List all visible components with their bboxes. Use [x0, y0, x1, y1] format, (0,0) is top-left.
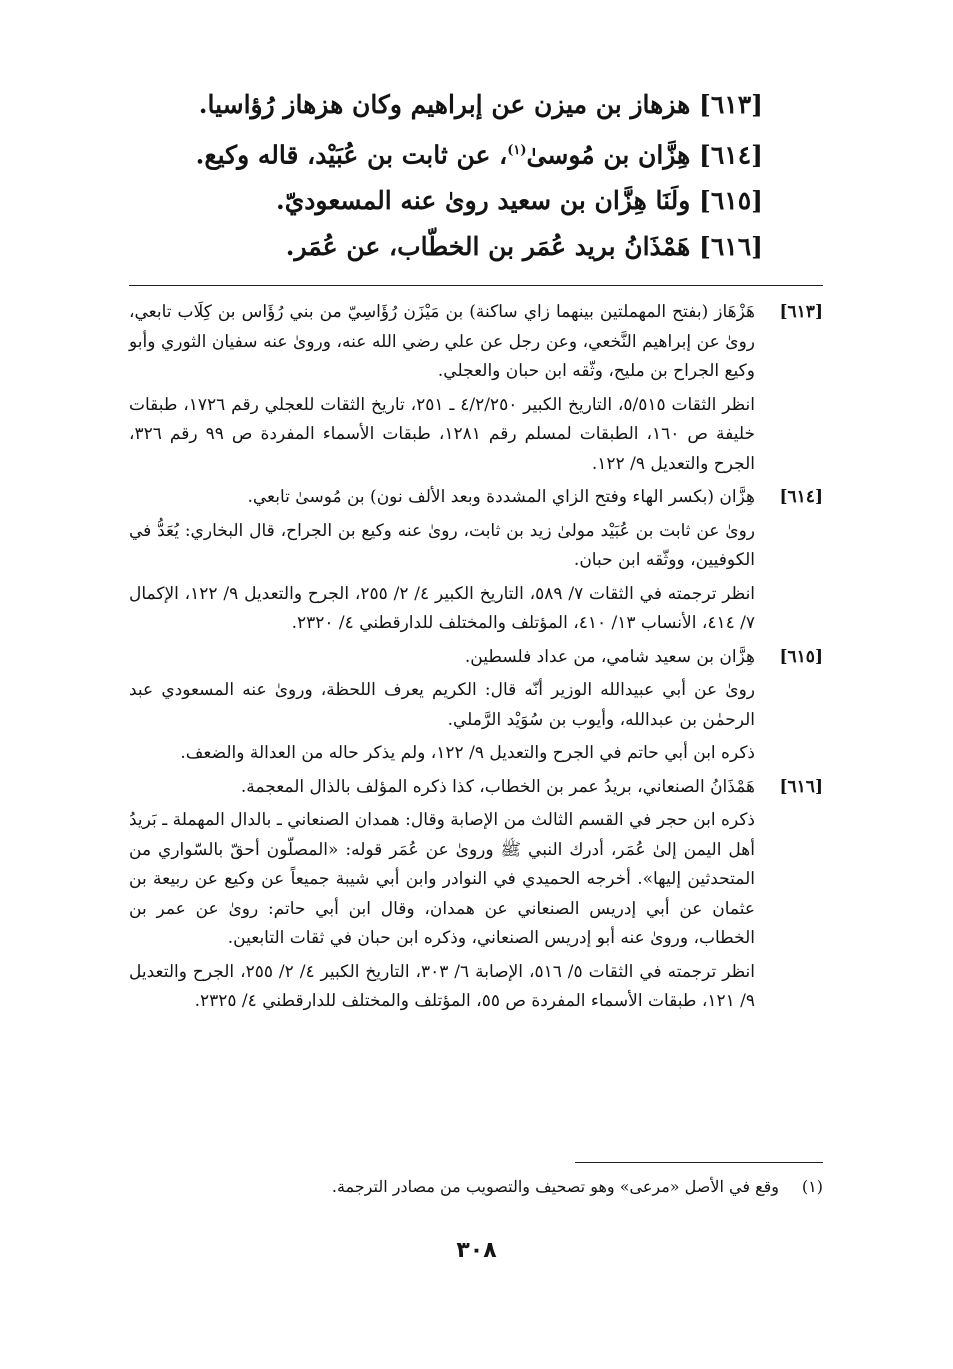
main-entry-614	[163, 128, 763, 178]
note-paragraph: انظر ترجمته في الثقات ٧/ ٥٨٩، التاريخ الكبير ٤/ ٢/ ٢٥٥، الجرح والتعديل ٩/ ١٢٢، الإكمال ٧/ ٤١٤، الأنساب ١٣/ ٤١٠، المؤتلف والمختلف للدارقطني ٤/ ٢٣٢٠.	[129, 583, 756, 633]
commentary-notes	[129, 298, 823, 1021]
main-entries	[163, 82, 763, 270]
note-paragraph: روىٰ عن أبي عبيدالله الوزير أنّه قال: الكريم يعرف اللحظة، وروىٰ عنه المسعودي عبد الرحمٰن بن عبدالله، وأيوب بن سُوَيْد الرَّملي.	[129, 680, 755, 730]
note-paragraph: انظر ترجمته في الثقات ٥/ ٥١٦، الإصابة ٦/ ٣٠٣، التاريخ الكبير ٤/ ٢/ ٢٥٥، الجرح والتعديل ٩/ ١٢١، طبقات الأسماء المفردة ص ٥٥، المؤتلف والمختلف للدارقطني ٤/ ٢٣٢٥.	[129, 961, 755, 1011]
note-number: [٦١٣]	[779, 302, 823, 322]
note-615	[129, 643, 823, 773]
note-paragraph: ذكره ابن أبي حاتم في الجرح والتعديل ٩/ ١٢٢، ولم يذكر حاله من العدالة والضعف.	[180, 743, 755, 763]
note-paragraph: هِزَّان بن سعيد شامي، من عداد فلسطين.	[464, 646, 755, 667]
note-paragraph: هَزْهَاز (بفتح المهملتين بينهما زاي ساكنة) بن مَيْزَن رُؤَاسِيّ من بني رُؤَاس بن كِلَاب تابعي، روىٰ عن إبراهيم النَّخعي، وعن رجل عن علي رضي الله عنه، وروىٰ عنه سفيان الثوري وأبو وكيع الجراح بن مليح، وثّقه ابن حبان والعجلي.	[129, 302, 755, 381]
footnote-ref[interactable]: (١)	[507, 143, 527, 158]
footnote-text: وقع في الأصل «مرعى» وهو تصحيف والتصويب من مصادر الترجمة.	[331, 1177, 779, 1196]
main-entry-613: [٦١٣] هزهاز بن ميزن عن إبراهيم وكان هزهاز رُؤاسيا.	[198, 90, 763, 119]
note-paragraph: انظر الثقات ٥/٥١٥، التاريخ الكبير ٤/٢/٢٥٠ ـ ٢٥١، تاريخ الثقات للعجلي رقم ١٧٢٦، طبقات خليفة ص ١٦٠، الطبقات لمسلم رقم ١٢٨١، طبقات الأسماء المفردة ص ٩٩ رقم ٣٢٦، الجرح والتعديل ٩/ ١٢٢.	[129, 394, 755, 474]
footnote-number: (١)	[801, 1177, 823, 1196]
note-paragraph: ذكره ابن حجر في القسم الثالث من الإصابة وقال: همدان الصنعاني ـ بالدال المهملة ـ بَريدُ أهل اليمن إلىٰ عُمَر، أدرك النبي ﷺ وروىٰ عن عُمَر قوله: «المصلّون أحقّ بالسّواري من المتحدثين إليها». أخرجه الحميدي في النوادر وابن أبي شيبة جميعاً عن وكيع عن ربيعة بن عثمان عن أبي إدريس الصنعاني عن همدان، وقال ابن أبي حاتم: روىٰ عن عمر بن الخطاب، وروىٰ عنه أبو إدريس الصنعاني، وذكره ابن حبان في ثقات التابعين.	[129, 810, 755, 948]
page-number: ٣٠٨	[456, 1238, 497, 1263]
main-entry-614-rest: ، عن ثابت بن عُبَيْد، قاله وكيع.	[195, 140, 508, 170]
separator-rule	[129, 285, 823, 286]
note-body	[129, 298, 755, 483]
note-number: [٦١٥]	[779, 646, 823, 667]
note-number: [٦١٦]	[779, 776, 823, 797]
note-paragraph: روىٰ عن ثابت بن عُبَيْد مولىٰ زيد بن ثابت، روىٰ عنه وكيع بن الجراح، قال البخاري: يُعَدُّ في الكوفيين، ووثّقه ابن حبان.	[129, 520, 755, 570]
main-entry-616: [٦١٦] هَمْذَانُ بريد عُمَر بن الخطّاب، عن عُمَر.	[285, 232, 763, 262]
footnote-rule	[575, 1162, 823, 1163]
note-paragraph: هِزَّان (بكسر الهاء وفتح الزاي المشددة وبعد الألف نون) بن مُوسىٰ تابعي.	[247, 487, 755, 507]
note-paragraph: هَمْذَانُ الصنعاني، بريدُ عمر بن الخطاب، كذا ذكره المؤلف بالذال المعجمة.	[240, 776, 755, 797]
main-entry-614-text: [٦١٤] هِزَّان بن مُوسىٰ	[526, 140, 763, 170]
note-number: [٦١٤]	[779, 487, 823, 507]
note-body	[129, 483, 755, 643]
footnote	[129, 1174, 823, 1200]
note-body	[129, 643, 755, 773]
note-616	[129, 773, 823, 1021]
note-614	[129, 483, 823, 643]
note-613	[129, 298, 823, 483]
main-entry-615: [٦١٥] ولَنَا هِزَّان بن سعيد روىٰ عنه المسعوديّ.	[276, 186, 763, 216]
note-body	[129, 773, 755, 1021]
